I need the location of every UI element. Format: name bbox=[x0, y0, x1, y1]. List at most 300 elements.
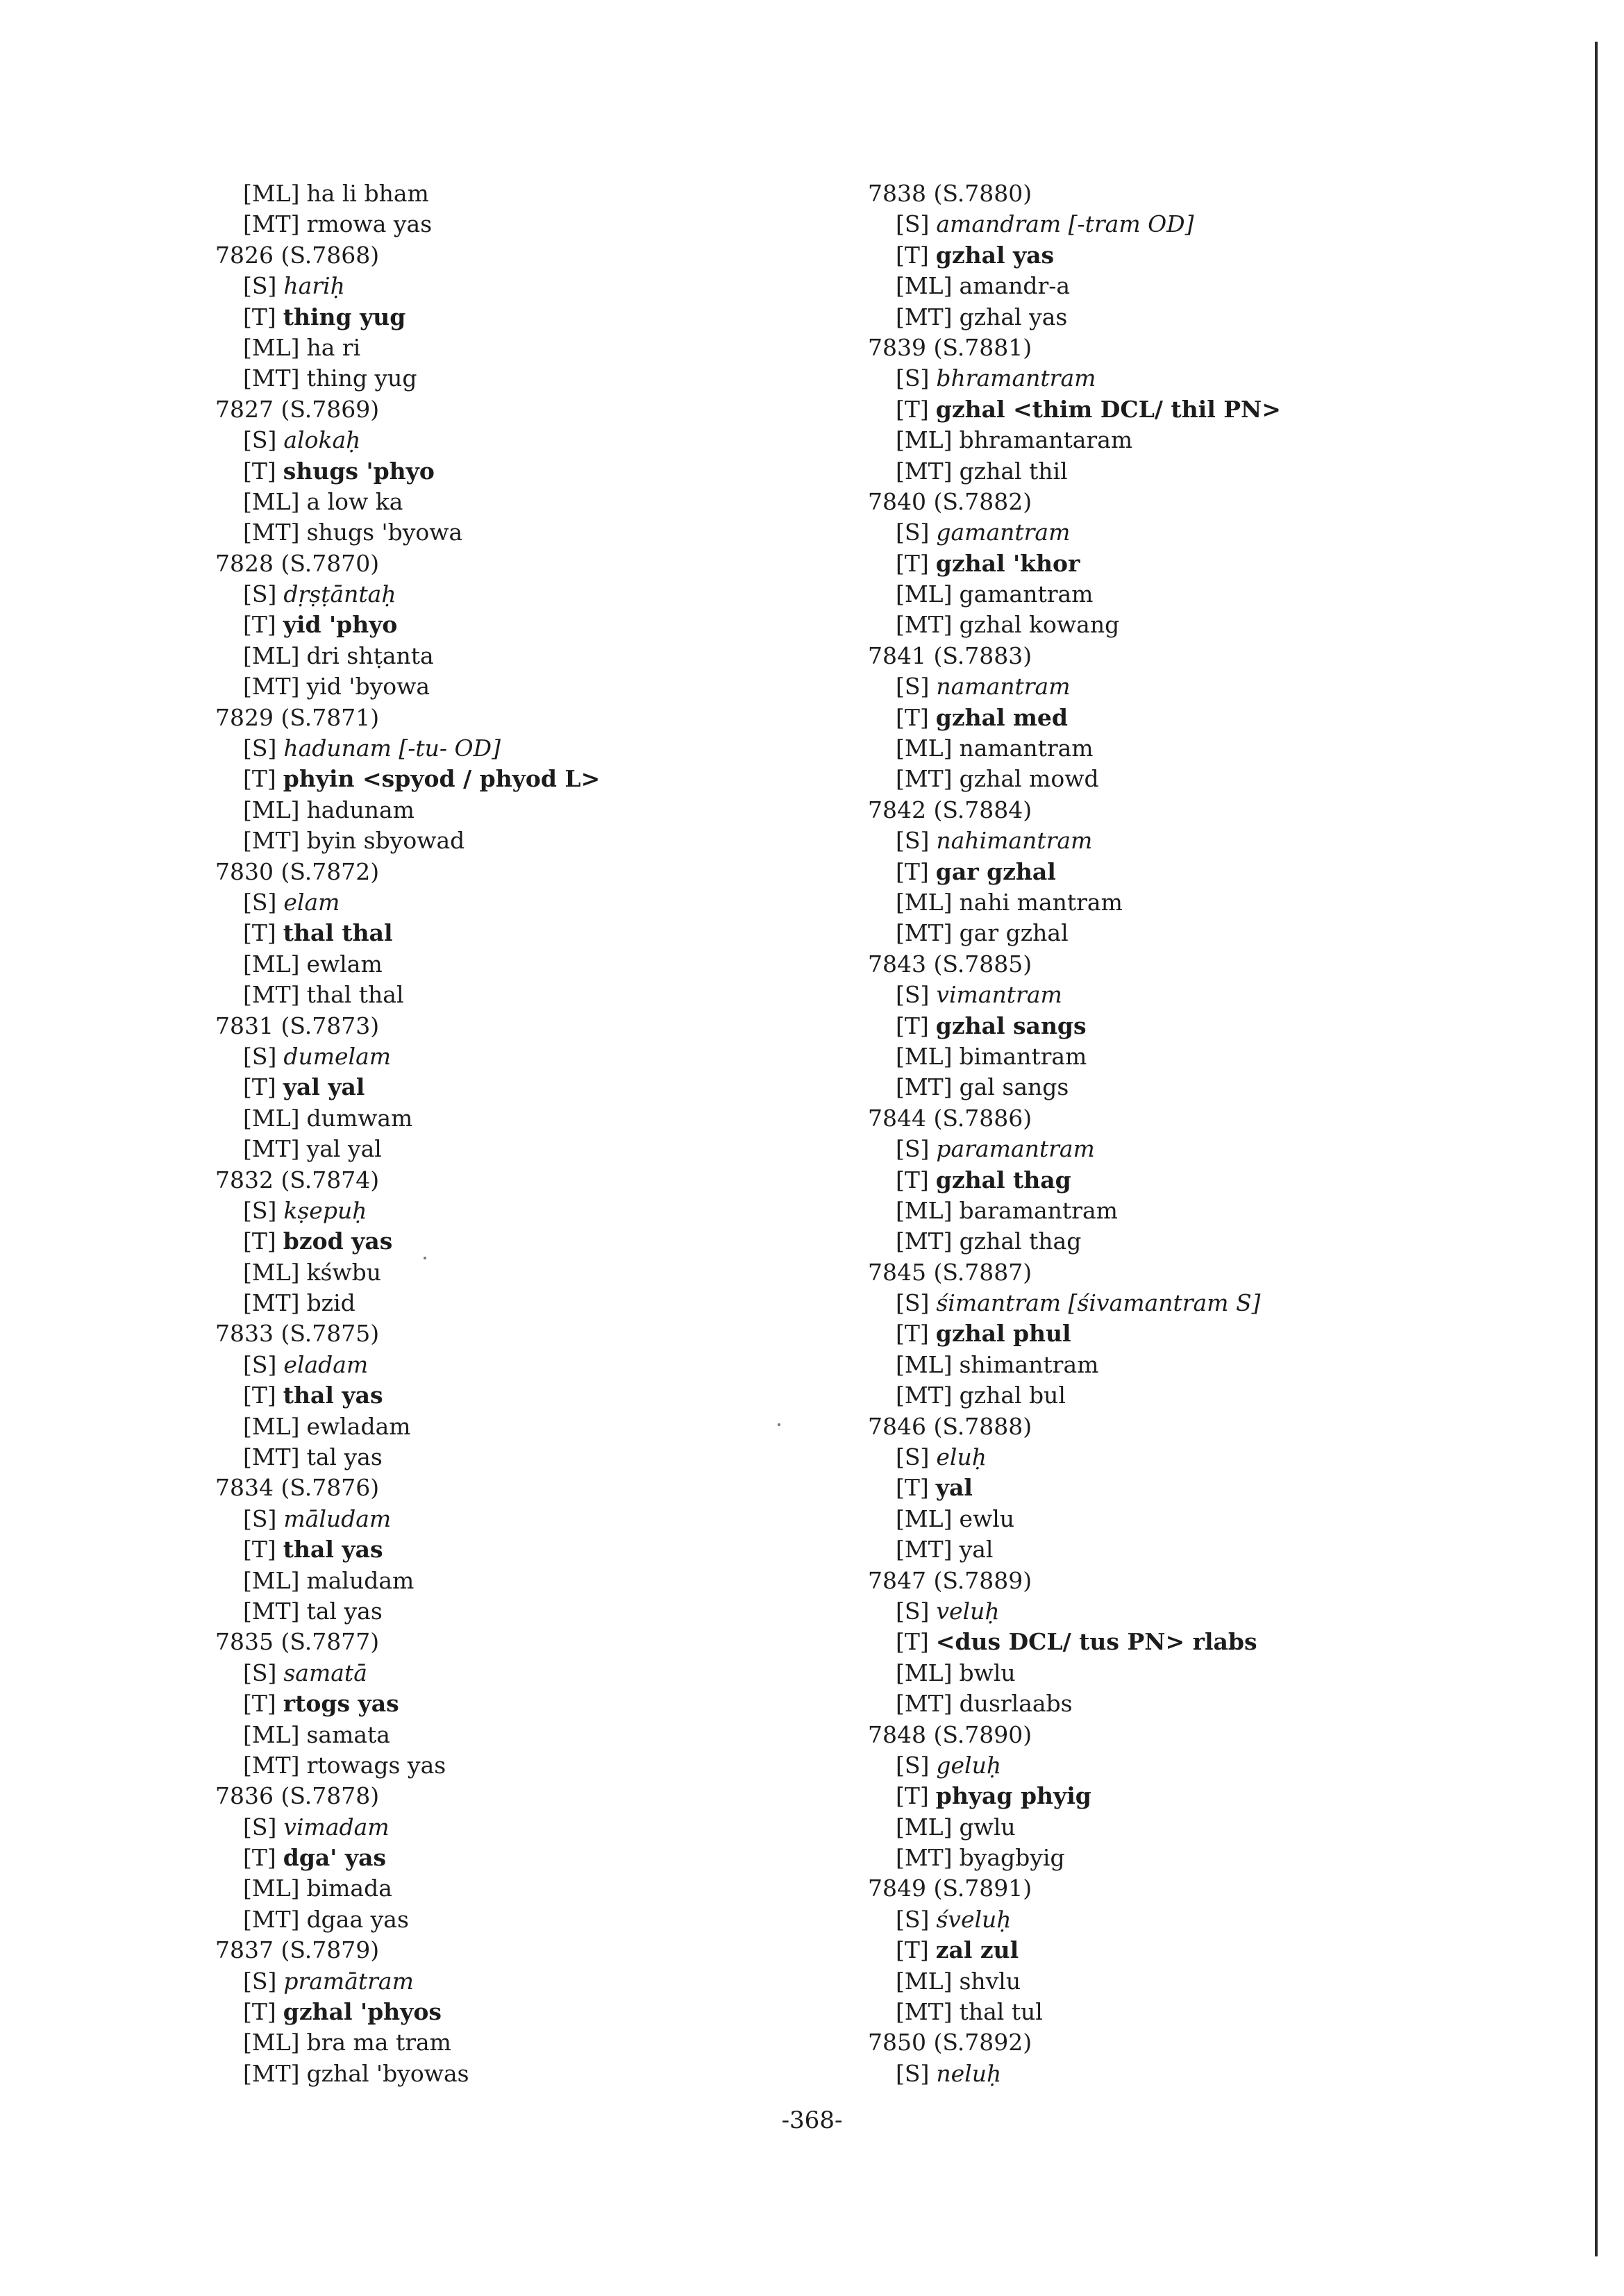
entry-heading: 7841 (S.7883) bbox=[868, 642, 1032, 669]
field-value: gzhal 'phyos bbox=[283, 1998, 442, 2026]
entry-line bbox=[868, 1966, 1281, 1997]
field-value: gal sangs bbox=[959, 1073, 1069, 1101]
field-tag: [MT] bbox=[896, 1690, 953, 1718]
field-tag: [T] bbox=[896, 1166, 929, 1193]
field-tag: [MT] bbox=[243, 1597, 300, 1625]
field-tag: [S] bbox=[243, 1659, 277, 1686]
entry-line bbox=[215, 1504, 600, 1534]
entry-line bbox=[868, 733, 1281, 764]
entry-line bbox=[215, 579, 600, 610]
field-tag: [T] bbox=[243, 457, 276, 485]
field-value: gzhal thag bbox=[959, 1227, 1082, 1255]
entry-heading: 7831 (S.7873) bbox=[215, 1012, 380, 1039]
field-tag: [T] bbox=[243, 919, 276, 947]
field-tag: [ML] bbox=[896, 888, 953, 916]
field-tag: [ML] bbox=[896, 1659, 953, 1686]
entry-line bbox=[215, 1750, 600, 1781]
entry-line bbox=[868, 1350, 1281, 1380]
field-value: dri shṭanta bbox=[306, 642, 434, 669]
field-tag: [T] bbox=[896, 1628, 929, 1656]
field-tag: [MT] bbox=[243, 673, 300, 701]
field-value: thal tul bbox=[959, 1998, 1043, 2026]
entry-line bbox=[215, 1380, 600, 1411]
entry-line bbox=[215, 671, 600, 702]
right-column bbox=[868, 178, 1281, 2089]
entry-line bbox=[868, 1904, 1281, 1935]
field-tag: [MT] bbox=[896, 919, 953, 947]
entry-line bbox=[868, 1196, 1281, 1226]
field-tag: [S] bbox=[896, 364, 930, 392]
field-tag: [MT] bbox=[243, 2059, 300, 2087]
entry-line bbox=[868, 1380, 1281, 1411]
entry-line bbox=[868, 1997, 1281, 2027]
right-edge-rule bbox=[1595, 42, 1598, 2256]
field-tag: [T] bbox=[243, 1536, 276, 1564]
entry-line bbox=[868, 1750, 1281, 1781]
entry-line bbox=[215, 1072, 600, 1103]
entry-line bbox=[868, 918, 1281, 948]
entry-line bbox=[215, 1226, 600, 1257]
entry-heading: 7834 (S.7876) bbox=[215, 1474, 380, 1502]
entry-line bbox=[215, 209, 600, 240]
entry-line bbox=[868, 1689, 1281, 1719]
entry-heading: 7843 (S.7885) bbox=[868, 950, 1032, 978]
field-value: samatā bbox=[283, 1659, 367, 1686]
field-tag: [ML] bbox=[896, 426, 953, 454]
scan-speck bbox=[424, 1257, 426, 1259]
field-tag: [ML] bbox=[896, 735, 953, 762]
entry-line bbox=[868, 240, 1281, 271]
entry-line bbox=[215, 456, 600, 487]
field-tag: [S] bbox=[243, 1350, 277, 1378]
field-value: a low ka bbox=[306, 487, 403, 515]
field-tag: [MT] bbox=[243, 1443, 300, 1471]
field-tag: [ML] bbox=[896, 1813, 953, 1841]
field-tag: [S] bbox=[243, 735, 277, 762]
field-value: bhramantram bbox=[936, 364, 1096, 392]
entry-line bbox=[215, 1812, 600, 1843]
field-value: tal yas bbox=[306, 1443, 383, 1471]
entry-line bbox=[215, 1411, 600, 1442]
entry-line bbox=[868, 826, 1281, 856]
field-value: gzhal yas bbox=[935, 241, 1055, 269]
field-tag: [MT] bbox=[243, 1751, 300, 1779]
entry-heading: 7838 (S.7880) bbox=[868, 180, 1032, 207]
field-tag: [S] bbox=[896, 673, 930, 701]
field-tag: [ML] bbox=[243, 1875, 300, 1902]
entry-line bbox=[215, 826, 600, 856]
field-tag: [S] bbox=[896, 1597, 930, 1625]
entry-line bbox=[868, 1935, 1281, 1966]
entry-line bbox=[215, 363, 600, 394]
entry-line bbox=[215, 887, 600, 918]
entry-line bbox=[215, 1658, 600, 1689]
field-value: <dus DCL/ tus PN> rlabs bbox=[935, 1628, 1257, 1656]
entry-line bbox=[215, 1873, 600, 1904]
entry-line bbox=[215, 1966, 600, 1997]
entry-line bbox=[868, 1473, 1281, 1503]
field-tag: [S] bbox=[243, 1813, 277, 1841]
entry-line bbox=[215, 610, 600, 640]
field-tag: [S] bbox=[896, 1289, 930, 1317]
field-value: thal thal bbox=[306, 981, 404, 1009]
entry-line bbox=[868, 1442, 1281, 1473]
field-tag: [ML] bbox=[896, 272, 953, 300]
entry-heading: 7833 (S.7875) bbox=[215, 1320, 380, 1348]
field-value: samata bbox=[306, 1720, 390, 1748]
field-tag: [MT] bbox=[243, 364, 300, 392]
entry-line bbox=[868, 887, 1281, 918]
field-tag: [T] bbox=[243, 303, 276, 330]
field-value: geluḥ bbox=[936, 1751, 1002, 1779]
entry-line bbox=[215, 487, 600, 517]
field-value: maludam bbox=[306, 1566, 415, 1594]
entry-heading: 7842 (S.7884) bbox=[868, 796, 1032, 823]
field-tag: [T] bbox=[896, 1474, 929, 1502]
entry-line bbox=[868, 548, 1281, 579]
entry-line bbox=[215, 425, 600, 455]
field-tag: [ML] bbox=[243, 333, 300, 361]
field-tag: [T] bbox=[896, 241, 929, 269]
field-value: gzhal sangs bbox=[935, 1012, 1087, 1039]
field-tag: [MT] bbox=[896, 1844, 953, 1872]
field-value: gzhal thag bbox=[935, 1166, 1071, 1193]
field-value: bra ma tram bbox=[306, 2029, 451, 2056]
entry-line bbox=[215, 302, 600, 333]
entry-line bbox=[868, 1226, 1281, 1257]
field-tag: [S] bbox=[243, 1505, 277, 1532]
field-tag: [T] bbox=[243, 1382, 276, 1409]
field-value: eladam bbox=[283, 1350, 369, 1378]
entry-line bbox=[868, 363, 1281, 394]
entry-line bbox=[215, 1689, 600, 1719]
field-value: byagbyig bbox=[959, 1844, 1065, 1872]
entry-line bbox=[215, 641, 600, 671]
field-value: gar gzhal bbox=[935, 857, 1056, 885]
entry-line bbox=[215, 795, 600, 826]
field-tag: [MT] bbox=[243, 827, 300, 855]
field-value: śimantram [śivamantram S] bbox=[936, 1289, 1261, 1317]
field-value: ewladam bbox=[306, 1412, 411, 1440]
field-tag: [ML] bbox=[896, 1505, 953, 1532]
entry-heading: 7830 (S.7872) bbox=[215, 857, 380, 885]
field-tag: [ML] bbox=[896, 1042, 953, 1070]
field-value: rtogs yas bbox=[283, 1690, 399, 1718]
entry-line bbox=[215, 517, 600, 548]
field-tag: [ML] bbox=[243, 487, 300, 515]
field-tag: [T] bbox=[896, 549, 929, 577]
field-value: gzhal thil bbox=[959, 457, 1068, 485]
field-value: dusrlaabs bbox=[959, 1690, 1073, 1718]
entry-line bbox=[868, 1596, 1281, 1627]
field-value: nahimantram bbox=[936, 827, 1093, 855]
entry-heading: 7845 (S.7887) bbox=[868, 1258, 1032, 1286]
entry-line bbox=[868, 394, 1281, 425]
field-tag: [S] bbox=[243, 426, 277, 454]
field-tag: [T] bbox=[896, 703, 929, 731]
field-tag: [T] bbox=[896, 395, 929, 423]
field-tag: [S] bbox=[896, 1751, 930, 1779]
field-value: zal zul bbox=[935, 1936, 1019, 1964]
entry-line bbox=[215, 1566, 600, 1596]
field-tag: [T] bbox=[243, 1227, 276, 1255]
field-tag: [T] bbox=[243, 1998, 276, 2026]
entry-line bbox=[215, 1997, 600, 2027]
entry-line bbox=[868, 1318, 1281, 1349]
entry-line bbox=[215, 1720, 600, 1750]
entry-line bbox=[215, 1596, 600, 1627]
field-tag: [ML] bbox=[243, 1104, 300, 1132]
field-tag: [MT] bbox=[896, 765, 953, 793]
field-value: bzod yas bbox=[283, 1227, 393, 1255]
entry-line bbox=[868, 1627, 1281, 1657]
entry-line bbox=[868, 302, 1281, 333]
entry-line bbox=[868, 1658, 1281, 1689]
entry-heading: 7826 (S.7868) bbox=[215, 241, 380, 269]
field-value: shugs 'phyo bbox=[283, 457, 435, 485]
entry-line bbox=[868, 1072, 1281, 1103]
field-value: dṛṣṭāntaḥ bbox=[283, 580, 396, 608]
field-value: thing yug bbox=[283, 303, 406, 330]
field-value: shvlu bbox=[959, 1967, 1021, 1995]
field-tag: [S] bbox=[896, 1905, 930, 1933]
field-tag: [MT] bbox=[243, 210, 300, 238]
field-value: rmowa yas bbox=[306, 210, 433, 238]
field-tag: [S] bbox=[243, 272, 277, 300]
field-tag: [T] bbox=[243, 1844, 276, 1872]
field-tag: [S] bbox=[243, 580, 277, 608]
field-tag: [T] bbox=[896, 1012, 929, 1039]
field-tag: [ML] bbox=[896, 1967, 953, 1995]
field-value: bwlu bbox=[959, 1659, 1016, 1686]
field-tag: [T] bbox=[896, 1936, 929, 1964]
field-value: shugs 'byowa bbox=[306, 519, 463, 546]
entry-heading: 7844 (S.7886) bbox=[868, 1104, 1032, 1132]
field-value: gzhal yas bbox=[959, 303, 1068, 330]
entry-line bbox=[215, 1534, 600, 1565]
entry-heading: 7846 (S.7888) bbox=[868, 1412, 1032, 1440]
field-tag: [T] bbox=[896, 857, 929, 885]
field-tag: [S] bbox=[896, 827, 930, 855]
field-value: shimantram bbox=[959, 1350, 1099, 1378]
entry-line bbox=[868, 1812, 1281, 1843]
field-tag: [MT] bbox=[896, 1998, 953, 2026]
field-tag: [ML] bbox=[243, 1258, 300, 1286]
field-value: dumwam bbox=[306, 1104, 413, 1132]
entry-line bbox=[215, 1843, 600, 1873]
field-value: dgaa yas bbox=[306, 1905, 409, 1933]
entry-line bbox=[868, 209, 1281, 240]
field-value: gzhal kowang bbox=[959, 611, 1120, 639]
entry-line bbox=[215, 918, 600, 948]
entry-line bbox=[215, 1288, 600, 1318]
field-tag: [S] bbox=[243, 1196, 277, 1224]
entry-line bbox=[868, 857, 1281, 887]
field-tag: [MT] bbox=[243, 519, 300, 546]
entry-line bbox=[868, 517, 1281, 548]
entry-line bbox=[215, 733, 600, 764]
field-value: gzhal med bbox=[935, 703, 1068, 731]
left-column bbox=[215, 178, 600, 2089]
entry-line bbox=[868, 1534, 1281, 1565]
field-value: elam bbox=[283, 888, 340, 916]
entry-line bbox=[215, 1103, 600, 1134]
field-value: phyag phyig bbox=[935, 1782, 1091, 1810]
field-value: ewlam bbox=[306, 950, 383, 978]
field-tag: [MT] bbox=[243, 1905, 300, 1933]
field-tag: [MT] bbox=[243, 1289, 300, 1317]
field-tag: [ML] bbox=[896, 1350, 953, 1378]
entry-line bbox=[868, 1041, 1281, 1072]
entry-line bbox=[868, 671, 1281, 702]
field-value: gzhal mowd bbox=[959, 765, 1099, 793]
entry-line bbox=[215, 333, 600, 363]
field-value: alokaḥ bbox=[283, 426, 361, 454]
field-tag: [S] bbox=[896, 981, 930, 1009]
field-tag: [ML] bbox=[896, 1196, 953, 1224]
field-value: dumelam bbox=[283, 1042, 392, 1070]
field-value: eluḥ bbox=[936, 1443, 987, 1471]
field-value: gzhal <thim DCL/ thil PN> bbox=[935, 395, 1281, 423]
field-value: yal yal bbox=[283, 1073, 365, 1101]
scan-speck bbox=[778, 1423, 780, 1426]
field-tag: [MT] bbox=[896, 1536, 953, 1564]
field-tag: [ML] bbox=[243, 180, 300, 207]
field-tag: [S] bbox=[896, 519, 930, 546]
field-value: yal bbox=[935, 1474, 973, 1502]
entry-line bbox=[215, 1134, 600, 1164]
field-value: hariḥ bbox=[283, 272, 345, 300]
field-tag: [ML] bbox=[896, 580, 953, 608]
field-value: gwlu bbox=[959, 1813, 1016, 1841]
entry-line bbox=[215, 2059, 600, 2089]
field-value: nahi mantram bbox=[959, 888, 1123, 916]
field-tag: [ML] bbox=[243, 642, 300, 669]
entry-line bbox=[215, 271, 600, 301]
field-tag: [S] bbox=[243, 1042, 277, 1070]
field-value: thal yas bbox=[283, 1382, 383, 1409]
field-value: ha ri bbox=[306, 333, 361, 361]
field-value: gzhal 'byowas bbox=[306, 2059, 469, 2087]
field-value: rtowags yas bbox=[306, 1751, 446, 1779]
field-value: hadunam bbox=[306, 796, 415, 823]
entry-line bbox=[868, 271, 1281, 301]
field-value: vimantram bbox=[936, 981, 1062, 1009]
field-value: yid 'byowa bbox=[306, 673, 430, 701]
field-value: neluḥ bbox=[936, 2059, 1002, 2087]
field-value: gzhal 'khor bbox=[935, 549, 1080, 577]
entry-heading: 7847 (S.7889) bbox=[868, 1566, 1032, 1594]
entry-line bbox=[215, 1257, 600, 1288]
field-tag: [ML] bbox=[243, 796, 300, 823]
field-tag: [S] bbox=[896, 1443, 930, 1471]
field-value: yal bbox=[959, 1536, 994, 1564]
field-value: veluḥ bbox=[936, 1597, 1000, 1625]
entry-line bbox=[215, 949, 600, 980]
field-tag: [ML] bbox=[243, 950, 300, 978]
entry-heading: 7849 (S.7891) bbox=[868, 1875, 1032, 1902]
field-tag: [S] bbox=[896, 2059, 930, 2087]
field-value: gzhal phul bbox=[935, 1320, 1071, 1348]
entry-line bbox=[868, 764, 1281, 794]
field-tag: [T] bbox=[896, 1782, 929, 1810]
field-value: gamantram bbox=[936, 519, 1071, 546]
entry-line bbox=[215, 764, 600, 794]
field-tag: [T] bbox=[896, 1320, 929, 1348]
field-value: dga' yas bbox=[283, 1844, 387, 1872]
field-tag: [ML] bbox=[243, 1720, 300, 1748]
entry-heading: 7832 (S.7874) bbox=[215, 1166, 380, 1193]
entry-line bbox=[868, 1504, 1281, 1534]
entry-line bbox=[868, 2059, 1281, 2089]
field-value: yid 'phyo bbox=[283, 611, 398, 639]
field-value: yal yal bbox=[306, 1135, 382, 1163]
field-tag: [MT] bbox=[896, 1227, 953, 1255]
entry-heading: 7827 (S.7869) bbox=[215, 395, 380, 423]
field-tag: [T] bbox=[243, 611, 276, 639]
field-tag: [S] bbox=[243, 888, 277, 916]
field-tag: [S] bbox=[243, 1967, 277, 1995]
field-value: phyin <spyod / phyod L> bbox=[283, 765, 601, 793]
entry-line bbox=[215, 178, 600, 209]
field-value: hadunam [-tu- OD] bbox=[283, 735, 501, 762]
field-value: bhramantaram bbox=[959, 426, 1133, 454]
entry-heading: 7848 (S.7890) bbox=[868, 1720, 1032, 1748]
field-tag: [T] bbox=[243, 1073, 276, 1101]
entry-line bbox=[868, 579, 1281, 610]
entry-line bbox=[868, 703, 1281, 733]
field-tag: [ML] bbox=[243, 2029, 300, 2056]
field-value: vimadam bbox=[283, 1813, 390, 1841]
field-value: bimantram bbox=[959, 1042, 1087, 1070]
field-tag: [MT] bbox=[896, 1073, 953, 1101]
entry-line bbox=[868, 456, 1281, 487]
entry-heading: 7837 (S.7879) bbox=[215, 1936, 380, 1964]
field-value: gar gzhal bbox=[959, 919, 1069, 947]
field-value: paramantram bbox=[936, 1135, 1095, 1163]
field-tag: [ML] bbox=[243, 1566, 300, 1594]
field-value: kṣepuḥ bbox=[283, 1196, 367, 1224]
entry-line bbox=[868, 610, 1281, 640]
entry-heading: 7829 (S.7871) bbox=[215, 703, 380, 731]
field-tag: [T] bbox=[243, 765, 276, 793]
field-value: thal yas bbox=[283, 1536, 383, 1564]
field-value: baramantram bbox=[959, 1196, 1118, 1224]
entry-line bbox=[215, 1442, 600, 1473]
field-value: kśwbu bbox=[306, 1258, 382, 1286]
field-value: tal yas bbox=[306, 1597, 383, 1625]
entry-line bbox=[868, 1165, 1281, 1196]
entry-line bbox=[868, 1781, 1281, 1811]
field-value: thing yug bbox=[306, 364, 417, 392]
entry-heading: 7839 (S.7881) bbox=[868, 333, 1032, 361]
field-value: ewlu bbox=[959, 1505, 1015, 1532]
field-value: māludam bbox=[283, 1505, 392, 1532]
entry-line bbox=[868, 425, 1281, 455]
entry-line bbox=[868, 980, 1281, 1010]
entry-line bbox=[215, 1350, 600, 1380]
field-tag: [MT] bbox=[243, 1135, 300, 1163]
entry-line bbox=[868, 1288, 1281, 1318]
field-value: namantram bbox=[959, 735, 1094, 762]
field-value: śveluḥ bbox=[936, 1905, 1012, 1933]
field-tag: [S] bbox=[896, 1135, 930, 1163]
entry-heading: 7840 (S.7882) bbox=[868, 487, 1032, 515]
field-value: pramātram bbox=[283, 1967, 414, 1995]
entry-heading: 7836 (S.7878) bbox=[215, 1782, 380, 1810]
entry-line bbox=[868, 1011, 1281, 1041]
field-value: amandram [-tram OD] bbox=[936, 210, 1194, 238]
